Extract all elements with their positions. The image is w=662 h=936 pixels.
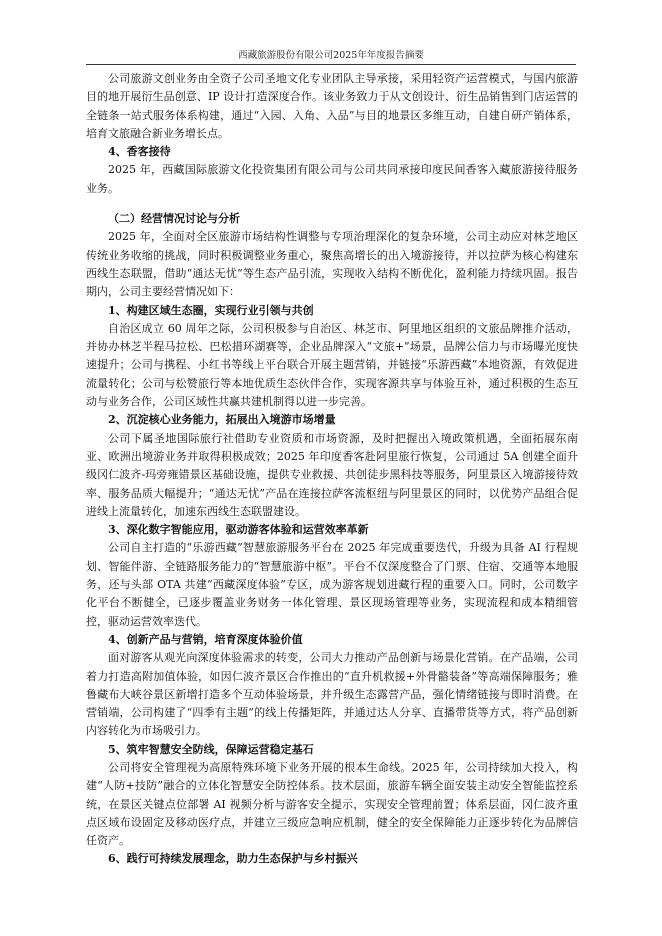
heading-product-marketing: 4、创新产品与营销，培育深度体验价值 — [108, 632, 303, 646]
paragraph-product-marketing: 面对游客从观光向深度体验需求的转变，公司大力推动产品创新与场景化营销。在产品端，公司着力打造高附加值体验，如因仁波齐景区合作推出的“直升机救援+外骨骼装备”等高端保障服务；雅鲁藏布大峡谷景区新增打造多个互动体验场景，并升级生态露营产品，强化情绪链接与即时消费。在营销端，公司构建了“四季有主题”的线上传播矩阵，并通过达人分享、直播带货等方式，将产品创新内容转化为市场吸引力。 — [86, 651, 578, 738]
paragraph-cultural-creative: 公司旅游文创业务由全资子公司圣地文化专业团队主导承接，采用轻资产运营模式，与国内旅游目的地开展衍生品创意、IP 设计打造深度合作。该业务致力于从文创设计、衍生品销售到门店运营的全链条一站式服务体系构建，通过“入园、入角、入品”与目的地景区多维互动，自建自研产销体系，培育文旅融合新业务增长点。 — [86, 72, 578, 140]
paragraph-pilgrim-reception: 2025 年，西藏国际旅游文化投资集团有限公司与公司共同承接印度民间香客入藏旅游接待服务业务。 — [86, 163, 578, 195]
page-header — [86, 48, 576, 65]
heading-core-business: 2、沉淀核心业务能力，拓展出入境游市场增量 — [108, 413, 336, 427]
paragraph-core-business: 公司下属圣地国际旅行社借助专业资质和市场资源，及时把握出入境政策机遇，全面拓展东南亚、欧洲出境游业务并取得积极成效；2025 年印度香客赴阿里旅行恢复，公司通过 5A 创建全面升级冈仁波齐-玛旁雍错景区基础设施，提供专业救援、共创徒步黑科技等服务，阿里景区入境游接待效率、服务品质大幅提升；“通达无忧”产品在连接拉萨客流枢纽与阿里景区的同时，以优势产品组合促进线上流量转化，加速东西线生态联盟建设。 — [86, 431, 578, 518]
header-title: 西藏旅游股份有限公司2025年年度报告摘要 — [238, 50, 424, 61]
document-body — [86, 70, 578, 869]
heading-sustainability: 6、践行可持续发展理念，助力生态保护与乡村振兴 — [108, 852, 358, 866]
paragraph-digital: 公司自主打造的“乐游西藏”智慧旅游服务平台在 2025 年完成重要迭代，升级为具备 AI 行程规划、智能伴游、全链路服务能力的“智慧旅游中枢”。平台不仅深度整合了门票、住宿、交通等本地服务，还与头部 OTA 共建“西藏深度体验”专区，成为游客规划进藏行程的重要入口。同时，公司数字化平台不断健全，已逐步覆盖业务财务一体化管理、景区现场管理等业务，实现流程和成本精细管控，驱动运营效率迭代。 — [86, 541, 578, 628]
heading-ecosystem: 1、构建区域生态圈，实现行业引领与共创 — [108, 303, 314, 317]
section-title-operations: （二）经营情况讨论与分析 — [108, 212, 240, 226]
paragraph-safety: 公司将安全管理视为高原特殊环境下业务开展的根本生命线。2025 年，公司持续加大投入，构建“人防+技防”融合的立体化智慧安全防控体系。技术层面，旅游车辆全面安装主动安全智能监控系统，在景区关键点位部署 AI 视频分析与游客安全提示，实现安全管理前置；体系层面，冈仁波齐重点区域布设固定及移动医疗点，并建立三级应急响应机制，健全的安全保障能力正逐步转化为品牌信任资产。 — [86, 760, 578, 848]
paragraph-ecosystem: 自治区成立 60 周年之际，公司积极参与自治区、林芝市、阿里地区组织的文旅品牌推介活动，并协办林芝半程马拉松、巴松措环湖赛等，企业品牌深入“文旅+”场景，品牌公信力与市场曝光度快速提升；公司与携程、小红书等线上平台联合开展主题营销，并链接“乐游西藏”本地资源，有效促进流量转化；公司与松赞旅行等本地优质生态伙伴合作，实现客源共享与体验互补，通过积极的生态互动与业务合作，公司区域性共赢共建机制得以进一步完善。 — [86, 321, 578, 409]
heading-pilgrim-reception: 4、香客接待 — [108, 145, 171, 159]
heading-digital: 3、深化数字智能应用，驱动游客体验和运营效率革新 — [108, 523, 369, 537]
heading-safety: 5、筑牢智慧安全防线，保障运营稳定基石 — [108, 742, 314, 756]
paragraph-operations-overview: 2025 年，全面对全区旅游市场结构性调整与专项治理深化的复杂环境，公司主动应对林芝地区传统业务收缩的挑战，同时积极调整业务重心，聚焦高增长的出入境游接待，并以拉萨为核心构建东西线生态联盟，借助“通达无忧”等生态产品引流，实现收入结构不断优化，盈利能力持续巩固。报告期内，公司主要经营情况如下： — [86, 230, 578, 299]
